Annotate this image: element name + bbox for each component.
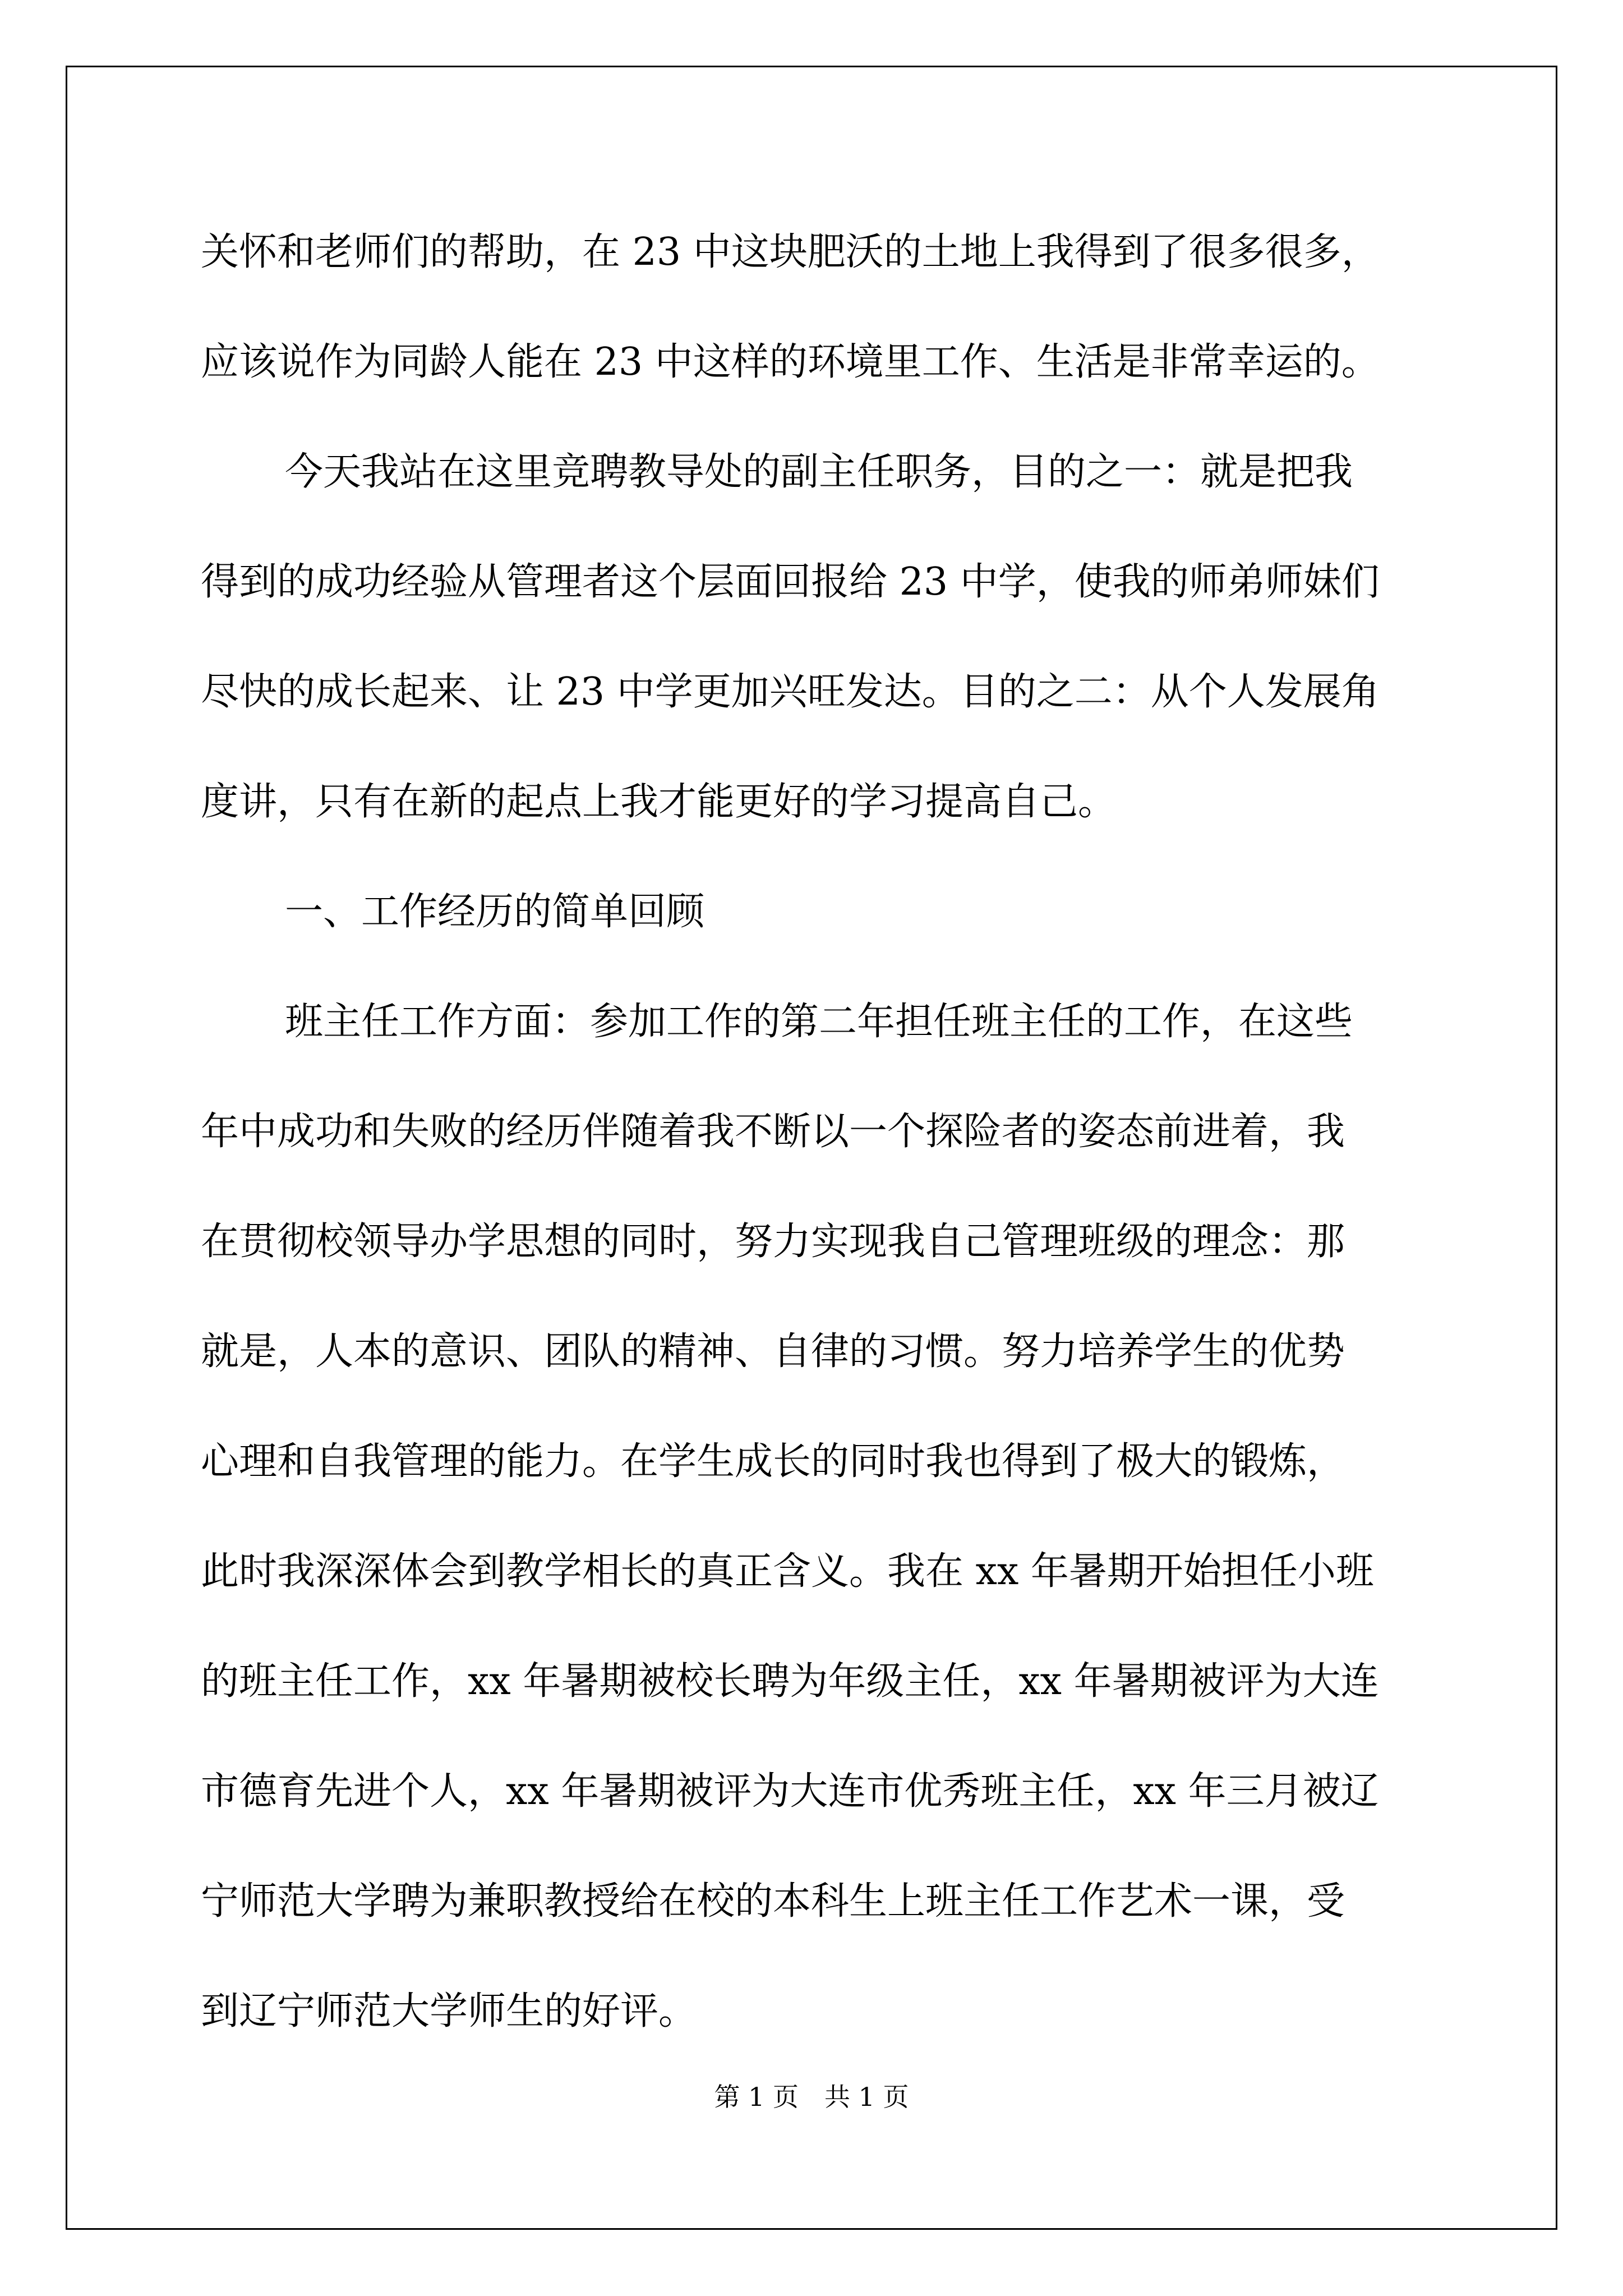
text-line: 此时我深深体会到教学相长的真正含义。我在 xx 年暑期开始担任小班: [201, 1549, 1374, 1594]
text-line: 应该说作为同龄人能在 23 中这样的环境里工作、生活是非常幸运的。: [201, 340, 1380, 384]
text-line: 市德育先进个人，xx 年暑期被评为大连市优秀班主任，xx 年三月被辽: [201, 1769, 1379, 1814]
document-body: [201, 219, 1446, 2088]
text-line: 宁师范大学聘为兼职教授给在校的本科生上班主任工作艺术一课，受: [201, 1879, 1345, 1924]
page-number-footer: 第 1 页 共 1 页: [714, 2082, 909, 2112]
text-line: 关怀和老师们的帮助，在 23 中这块肥沃的土地上我得到了很多很多，: [201, 230, 1380, 274]
paragraph-start-line: 今天我站在这里竞聘教导处的副主任职务，目的之一：就是把我: [285, 450, 1353, 494]
text-line: 年中成功和失败的经历伴随着我不断以一个探险者的姿态前进着，我: [201, 1110, 1345, 1154]
text-line: 尽快的成长起来、让 23 中学更加兴旺发达。目的之二：从个人发展角: [201, 670, 1380, 714]
text-line: 在贯彻校领导办学思想的同时，努力实现我自己管理班级的理念：那: [201, 1220, 1345, 1264]
text-line: 度讲，只有在新的起点上我才能更好的学习提高自己。: [201, 780, 1117, 824]
text-line: 到辽宁师范大学师生的好评。: [201, 1989, 697, 2033]
text-line: 得到的成功经验从管理者这个层面回报给 23 中学，使我的师弟师妹们: [201, 560, 1380, 604]
text-line: 就是，人本的意识、团队的精神、自律的习惯。努力培养学生的优势: [201, 1329, 1345, 1374]
text-line: 的班主任工作，xx 年暑期被校长聘为年级主任，xx 年暑期被评为大连: [201, 1659, 1379, 1704]
text-line: 心理和自我管理的能力。在学生成长的同时我也得到了极大的锻炼，: [201, 1439, 1345, 1484]
paragraph-start-line: 班主任工作方面：参加工作的第二年担任班主任的工作，在这些: [285, 1000, 1353, 1044]
section-heading: 一、工作经历的简单回顾: [285, 890, 705, 934]
